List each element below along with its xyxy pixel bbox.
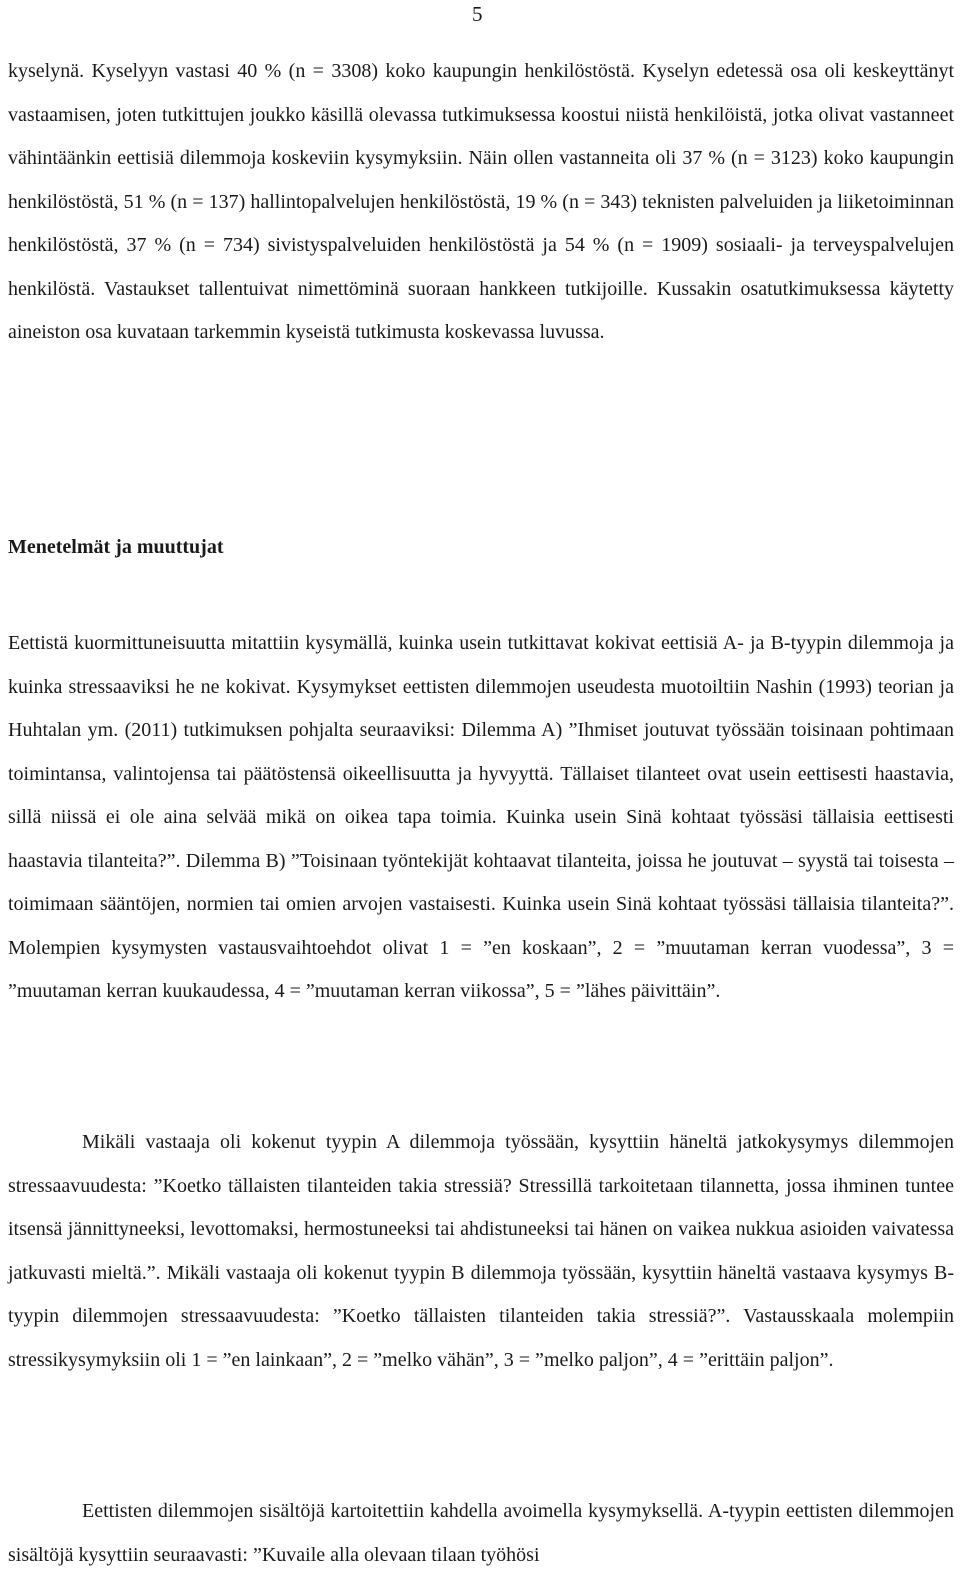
page-number: 5 bbox=[472, 2, 483, 26]
paragraph-open-questions: Eettisten dilemmojen sisältöjä kartoitettiin kahdella avoimella kysymyksellä. A-tyypin eettisten dilemmojen sisältöjä kysyttiin seuraavasti: ”Kuvaile alla olevaan tilaan työhösi bbox=[8, 1500, 954, 1566]
paragraph-participants: kyselynä. Kyselyyn vastasi 40 % (n = 3308) koko kaupungin henkilöstöstä. Kyselyn edetessä osa oli keskeyttänyt vastaamisen, joten tutkittujen joukko käsillä olevassa tutkimuksessa koostui niistä henkilöistä, jotka olivat vastanneet vähintäänkin eettisiä dilemmoja koskeviin kysymyksiin. Näin ollen vastanneita oli 37 % (n = 3123) koko kaupungin henkilöstöstä, 51 % (n = 137) hallintopalvelujen henkilöstöstä, 19 % (n = 343) teknisten palveluiden ja liiketoiminnan henkilöstöstä, 37 % (n = 734) sivistyspalveluiden henkilöstöstä ja 54 % (n = 1909) sosiaali- ja terveyspalvelujen henkilöstä. Vastaukset tallentuivat nimettöminä suoraan hankkeen tutkijoille. Kussakin osatutkimuksessa käytetty aineiston osa kuvataan tarkemmin kyseistä tutkimusta koskevassa luvussa. bbox=[8, 60, 954, 343]
section-heading: Menetelmät ja muuttujat bbox=[8, 536, 224, 558]
paragraph-stress-questions: Mikäli vastaaja oli kokenut tyypin A dilemmoja työssään, kysyttiin häneltä jatkokysymys dilemmojen stressaavuudesta: ”Koetko tällaisten tilanteiden takia stressiä? Stressillä tarkoitetaan tilannetta, jossa ihminen tuntee itsensä jännittyneeksi, levottomaksi, hermostuneeksi tai ahdistuneeksi tai hänen on vaikea nukkua asioiden vaivatessa jatkuvasti mieltä.”. Mikäli vastaaja oli kokenut tyypin B dilemmoja työssään, kysyttiin häneltä vastaava kysymys B-tyypin dilemmojen stressaavuudesta: ”Koetko tällaisten tilanteiden takia stressiä?”. Vastausskaala molempiin stressikysymyksiin oli 1 = ”en lainkaan”, 2 = ”melko vähän”, 3 = ”melko paljon”, 4 = ”erittäin paljon”. bbox=[8, 1131, 954, 1371]
paragraph-measures: Eettistä kuormittuneisuutta mitattiin kysymällä, kuinka usein tutkittavat kokivat eettisiä A- ja B-tyypin dilemmoja ja kuinka stressaaviksi he ne kokivat. Kysymykset eettisten dilemmojen useudesta muotoiltiin Nashin (1993) teorian ja Huhtalan ym. (2011) tutkimuksen pohjalta seuraaviksi: Dilemma A) ”Ihmiset joutuvat työssään toisinaan pohtimaan toimintansa, valintojensa tai päätöstensä oikeellisuutta ja hyvyyttä. Tällaiset tilanteet ovat usein eettisesti haastavia, sillä niissä ei ole aina selvää mikä on oikea tapa toimia. Kuinka usein Sinä kohtaat työssäsi tällaisia eettisesti haastavia tilanteita?”. Dilemma B) ”Toisinaan työntekijät kohtaavat tilanteita, joissa he joutuvat – syystä tai toisesta – toimimaan sääntöjen, normien tai omien arvojen vastaisesti. Kuinka usein Sinä kohtaat työssäsi tällaisia tilanteita?”. Molempien kysymysten vastausvaihtoehdot olivat 1 = ”en koskaan”, 2 = ”muutaman kerran vuodessa”, 3 = ”muutaman kerran kuukaudessa, 4 = ”muutaman kerran viikossa”, 5 = ”lähes päivittäin”. bbox=[8, 632, 954, 1002]
